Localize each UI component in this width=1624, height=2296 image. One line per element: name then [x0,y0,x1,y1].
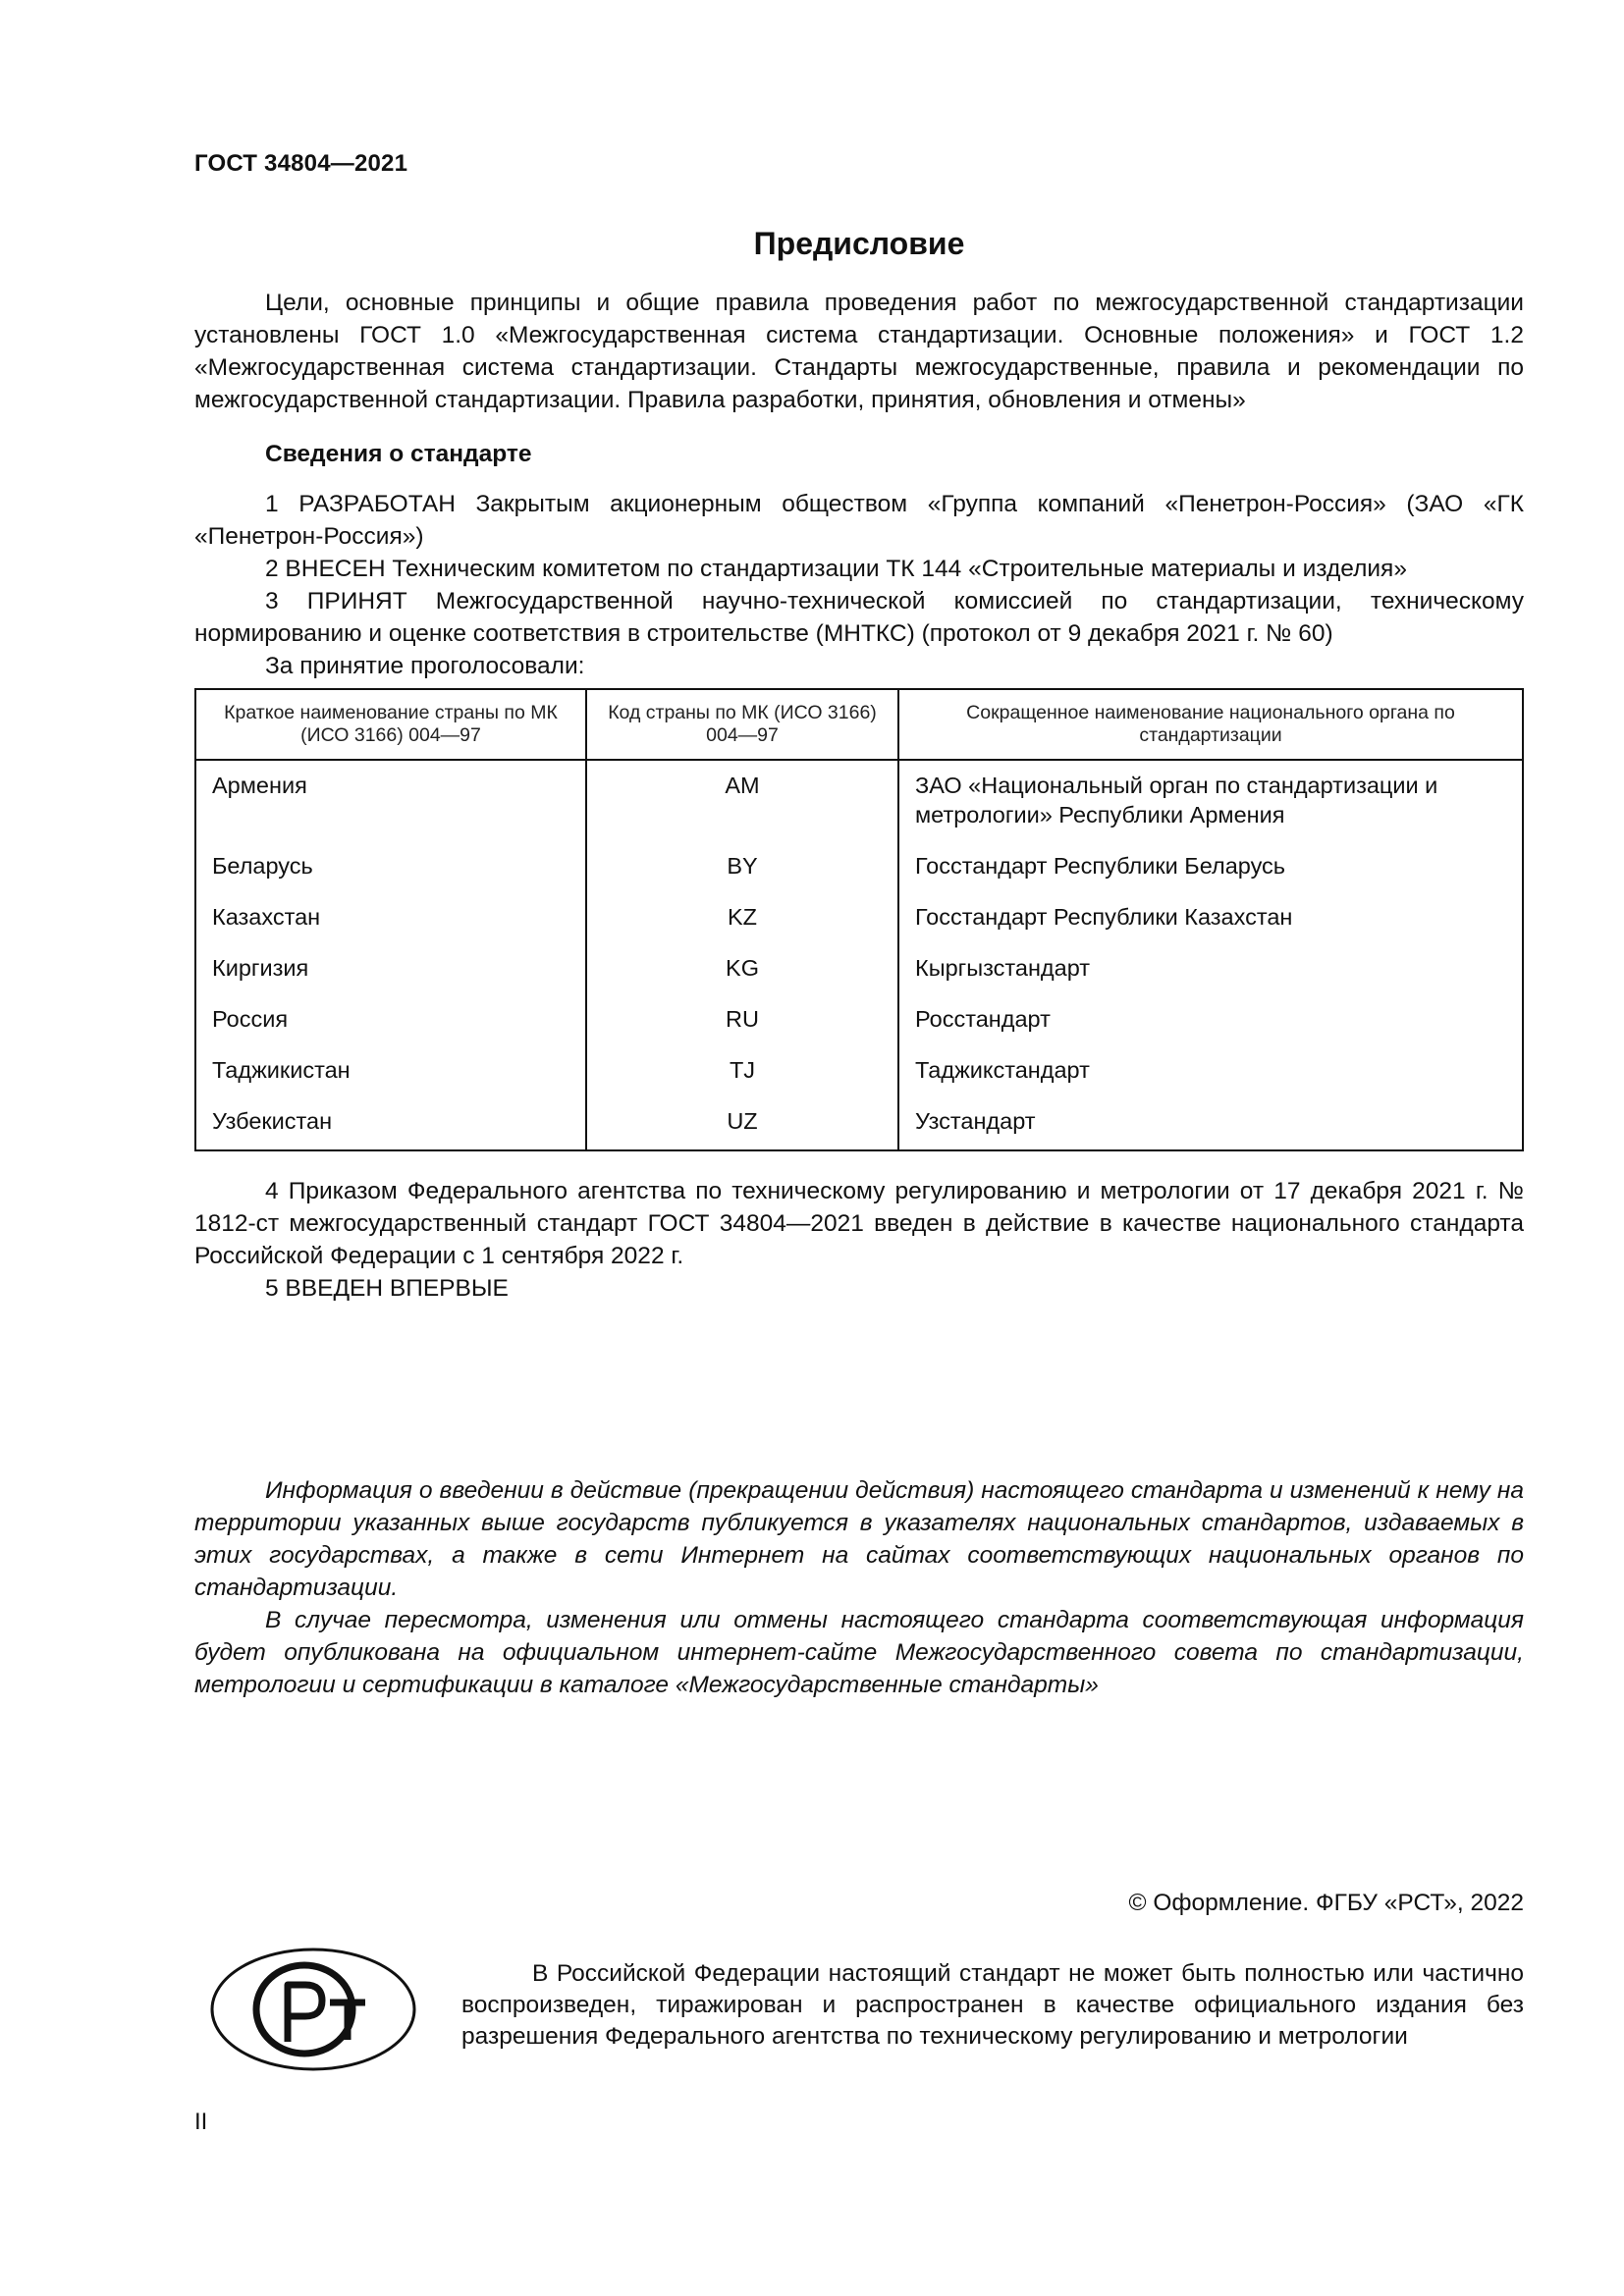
body-cell: Росстандарт [915,1006,1051,1032]
table-row [195,760,1523,843]
code-cell: UZ [586,1098,898,1150]
table-header-row [195,689,1523,760]
table-row [195,1047,1523,1098]
page-number: II [194,2109,208,2135]
country-cell: Киргизия [195,945,586,996]
item-first-introduced: 5 ВВЕДЕН ВПЕРВЫЕ [265,1275,509,1302]
code-cell: KG [586,945,898,996]
column-header-country: Краткое наименование страны по МК (ИСО 3166) 004—97 [195,689,586,760]
table-row [195,894,1523,945]
body-cell: Госстандарт Республики Беларусь [915,853,1286,879]
country-cell: Таджикистан [195,1047,586,1098]
body-cell: Кыргызстандарт [915,955,1091,981]
code-cell: RU [586,996,898,1047]
table-row [195,945,1523,996]
body-cell: Узстандарт [915,1108,1036,1134]
item-enacted: 4 Приказом Федерального агентства по техническому регулированию и метрологии от 17 декабря 2021 г. № 1812-ст межгосударственный стандарт ГОСТ 34804—2021 введен в действие в качестве национального стандарта Российской Федерации с 1 сентября 2022 г. [194,1178,1524,1269]
copyright-notice [461,1958,1524,2053]
body-cell: Таджикстандарт [915,1057,1090,1083]
body-cell: Госстандарт Республики Казахстан [915,904,1293,930]
table-row [195,843,1523,894]
info-paragraph: Информация о введении в действие (прекращении действия) настоящего стандарта и изменений к нему на территории указанных выше государств публикуется в указателях национальных стандартов, издаваемых в этих государствах, а также в сети Интернет на сайтах соответствующих национальных органов по стандартизации. [194,1477,1524,1601]
item-developed: 1 РАЗРАБОТАН Закрытым акционерным обществом «Группа компаний «Пенетрон-Россия» (ЗАО «ГК «Пенетрон-Россия») [194,491,1524,550]
column-header-body: Сокращенное наименование национального органа по стандартизации [898,689,1523,760]
country-cell: Россия [195,996,586,1047]
code-cell: AM [586,760,898,843]
table-row [195,996,1523,1047]
column-header-code: Код страны по МК (ИСО 3166) 004—97 [586,689,898,760]
publication-info [194,1474,1524,1701]
content-body [194,287,1524,1305]
body-cell: ЗАО «Национальный орган по стандартизации и метрологии» Республики Армения [915,773,1438,828]
code-cell: BY [586,843,898,894]
voting-table [194,688,1524,1151]
document-code: ГОСТ 34804—2021 [194,150,408,177]
country-cell: Армения [195,760,586,843]
intro-paragraph: Цели, основные принципы и общие правила проведения работ по межгосударственной стандартизации установлены ГОСТ 1.0 «Межгосударственная система стандартизации. Основные положения» и ГОСТ 1.2 «Межгосударственная система стандартизации. Стандарты межгосударственные, правила и рекомендации по межгосударственной стандартизации. Правила разработки, принятия, обновления и отмены» [194,290,1524,413]
rst-logo [208,1946,418,2073]
info-paragraph: В случае пересмотра, изменения или отмены настоящего стандарта соответствующая информация будет опубликована на официальном интернет-сайте Межгосударственного совета по стандартизации, метрологии и сертификации в каталоге «Межгосударственные стандарты» [194,1607,1524,1698]
country-cell: Узбекистан [195,1098,586,1150]
country-cell: Казахстан [195,894,586,945]
section-heading: Сведения о стандарте [265,441,532,467]
copyright-notice-text: В Российской Федерации настоящий стандарт не может быть полностью или частично воспроизведен, тиражирован и распространен в качестве официального издания без разрешения Федерального агентства по техническому регулированию и метрологии [461,1960,1524,2050]
item-submitted: 2 ВНЕСЕН Техническим комитетом по стандартизации ТК 144 «Строительные материалы и изделия» [265,556,1407,582]
voted-intro: За принятие проголосовали: [265,653,585,679]
item-adopted: 3 ПРИНЯТ Межгосударственной научно-технической комиссией по стандартизации, техническому нормированию и оценке соответствия в строительстве (МНТКС) (протокол от 9 декабря 2021 г. № 60) [194,588,1524,647]
table-row [195,1098,1523,1150]
code-cell: KZ [586,894,898,945]
rst-logo-label: РСТ [208,1946,210,1947]
code-cell: TJ [586,1047,898,1098]
country-cell: Беларусь [195,843,586,894]
page-title: Предисловие [753,226,965,261]
copyright-line: © Оформление. ФГБУ «РСТ», 2022 [1128,1890,1524,1916]
